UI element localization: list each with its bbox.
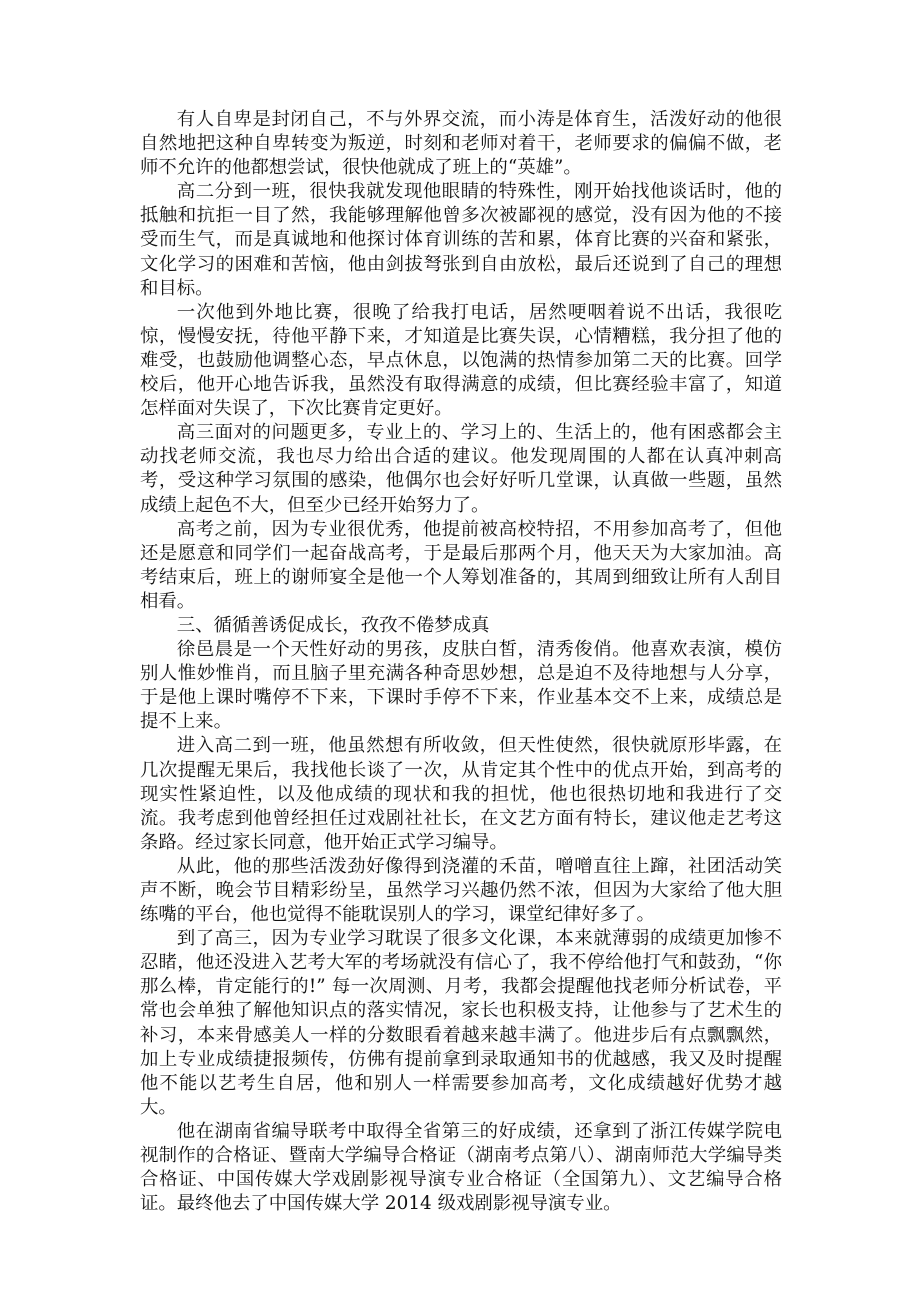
paragraph-3: 一次他到外地比赛，很晚了给我打电话，居然哽咽着说不出话，我很吃惊，慢慢安抚，待他平静下来，才知道是比赛失误，心情糟糕，我分担了他的难受，也鼓励他调整心态，早点休息，以饱满的热情参加第二天的比赛。回学校后，他开心地告诉我，虽然没有取得满意的成绩，但比赛经验丰富了，知道怎样面对失误了，下次比赛肯定更好。 xyxy=(140,301,782,420)
paragraph-4: 高三面对的问题更多，专业上的、学习上的、生活上的，他有困惑都会主动找老师交流，我也尽力给出合适的建议。他发现周围的人都在认真冲刺高考，受这种学习氛围的感染，他偶尔也会好好听几堂课，认真做一些题，虽然成绩上起色不大，但至少已经开始努力了。 xyxy=(140,422,782,516)
paragraph-5: 高考之前，因为专业很优秀，他提前被高校特招，不用参加高考了，但他还是愿意和同学们一起奋战高考，于是最后那两个月，他天天为大家加油。高考结束后，班上的谢师宴全是他一个人筹划准备的，其周到细致让所有人刮目相看。 xyxy=(140,518,782,612)
paragraph-8: 从此，他的那些活泼劲好像得到浇灌的禾苗，噌噌直往上蹿，社团活动笑声不断，晚会节目精彩纷呈，虽然学习兴趣仍然不浓，但因为大家给了他大胆练嘴的平台，他也觉得不能耽误别人的学习，课堂纪律好多了。 xyxy=(140,855,782,926)
paragraph-2: 高二分到一班，很快我就发现他眼睛的特殊性，刚开始找他谈话时，他的抵触和抗拒一目了然，我能够理解他曾多次被鄙视的感觉，没有因为他的不接受而生气，而是真诚地和他探讨体育训练的苦和累，体育比赛的兴奋和紧张，文化学习的困难和苦恼，他由剑拔弩张到自由放松，最后还说到了自己的理想和目标。 xyxy=(140,181,782,299)
paragraph-6: 徐邑晨是一个天性好动的男孩，皮肤白皙，清秀俊俏。他喜欢表演，模仿别人惟妙惟肖，而且脑子里充满各种奇思妙想，总是迫不及待地想与人分享，于是他上课时嘴停不下来，下课时手停不下来，作业基本交不上来，成绩总是提不上来。 xyxy=(140,639,782,733)
paragraph-1: 有人自卑是封闭自己，不与外界交流，而小涛是体育生，活泼好动的他很自然地把这种自卑转变为叛逆，时刻和老师对着干，老师要求的偏偏不做，老师不允许的他都想尝试，很快他就成了班上的“英雄”。 xyxy=(140,109,782,179)
document-body xyxy=(140,108,782,1216)
section-heading: 三、循循善诱促成长，孜孜不倦梦成真 xyxy=(176,614,490,636)
paragraph-7: 进入高二到一班，他虽然想有所收敛，但天性使然，很快就原形毕露，在几次提醒无果后，我找他长谈了一次，从肯定其个性中的优点开始，到高考的现实性紧迫性，以及他成绩的现状和我的担忧，他也很热切地和我进行了交流。我考虑到他曾经担任过戏剧社社长，在文艺方面有特长，建议他走艺考这条路。经过家长同意，他开始正式学习编导。 xyxy=(140,735,782,853)
paragraph-10: 他在湖南省编导联考中取得全省第三的好成绩，还拿到了浙江传媒学院电视制作的合格证、暨南大学编导合格证（湖南考点第八）、湖南师范大学编导类合格证、中国传媒大学戏剧影视导演专业合格证（全国第九）、文艺编导合格证。最终他去了中国传媒大学 2014 级戏剧影视导演专业。 xyxy=(140,1120,782,1215)
paragraph-9: 到了高三，因为专业学习耽误了很多文化课，本来就薄弱的成绩更加惨不忍睹，他还没进入艺考大军的考场就没有信心了，我不停给他打气和鼓劲，“你那么棒，肯定能行的!” 每一次周测、月考，我都会提醒他找老师分析试卷，平常也会单独了解他知识点的落实情况，家长也积极支持，让他参与了艺术生的补习，本来骨感美人一样的分数眼看着越来越丰满了。他进步后有点飘飘然，加上专业成绩捷报频传，仿佛有提前拿到录取通知书的优越感，我又及时提醒他不能以艺考生自居，他和别人一样需要参加高考，文化成绩越好优势才越大。 xyxy=(140,928,782,1118)
